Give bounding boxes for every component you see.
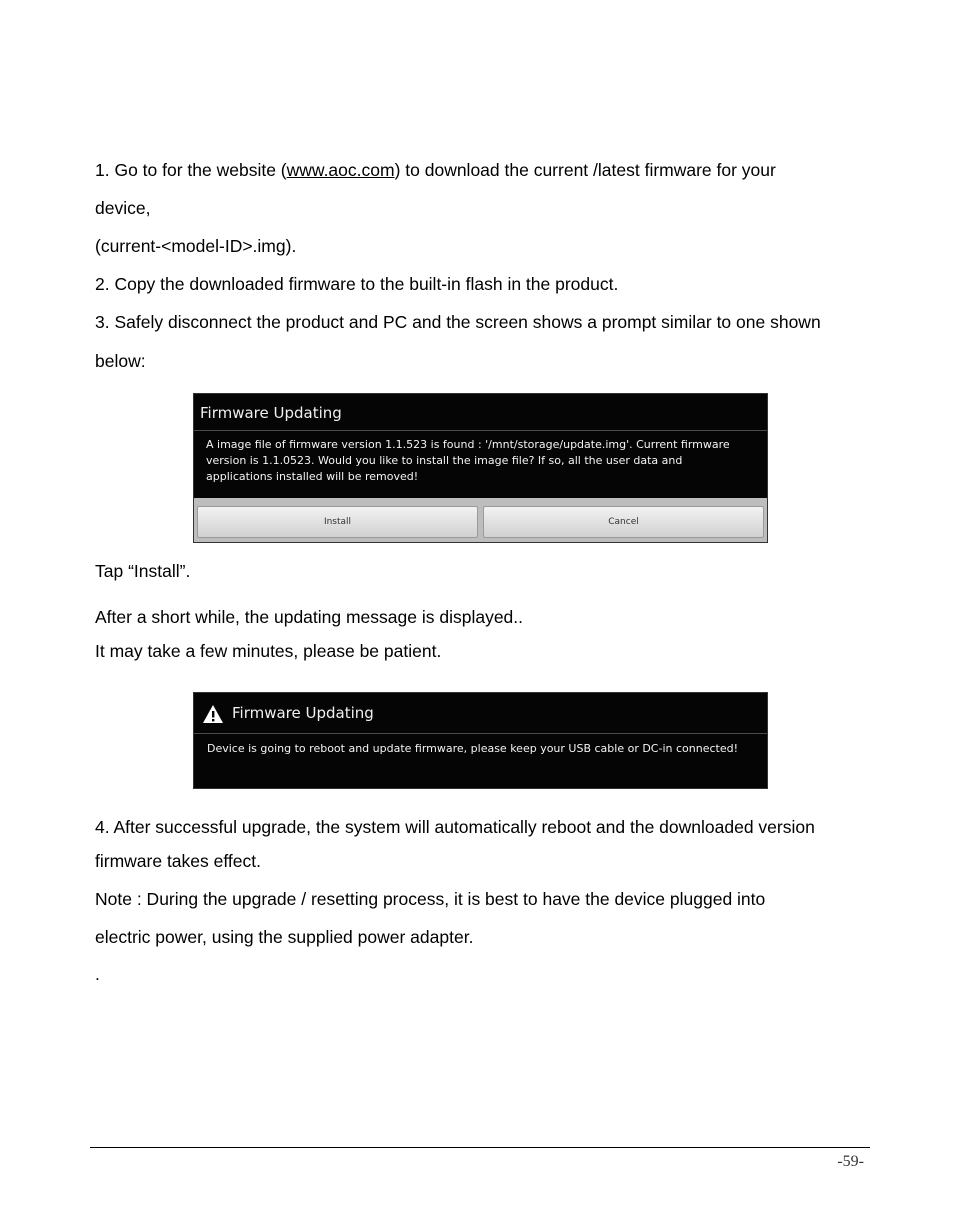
- dialog-message: Device is going to reboot and update firmware, please keep your USB cable or DC-in connected!: [207, 742, 738, 755]
- dialog-button-bar: [194, 498, 767, 542]
- trailing-dot: .: [95, 964, 100, 984]
- install-button[interactable]: Install: [197, 506, 478, 538]
- step1-suffix: ) to download the current /latest firmware for your: [394, 160, 776, 180]
- dialog-message: A image file of firmware version 1.1.523 is found : '/mnt/storage/update.img'. Current firmware version is 1.1.0523. Would you like to install the image file? If so, all the user data and applications installed will be removed!: [206, 438, 730, 483]
- firmware-updating-dialog: [193, 692, 768, 789]
- page-number: -59-: [837, 1153, 864, 1170]
- note-text: Note : During the upgrade / resetting process, it is best to have the device plugged into: [95, 889, 766, 909]
- step3-text: 3. Safely disconnect the product and PC and the screen shows a prompt similar to one shown: [95, 312, 821, 332]
- dialog-title: Firmware Updating: [232, 704, 374, 722]
- step1-prefix: 1. Go to for the website (: [95, 160, 287, 180]
- tap-install-text: Tap “Install”.: [95, 561, 191, 581]
- step2-text: 2. Copy the downloaded firmware to the built-in flash in the product.: [95, 274, 619, 294]
- step1-line: [95, 159, 776, 181]
- dialog-divider: [194, 733, 767, 734]
- firmware-filename: (current-<model-ID>.img).: [95, 236, 297, 256]
- dialog-divider: [194, 430, 767, 431]
- aoc-website-link[interactable]: www.aoc.com: [286, 160, 395, 180]
- step4-text: 4. After successful upgrade, the system will automatically reboot and the downloaded version: [95, 817, 815, 837]
- dialog-title: Firmware Updating: [200, 404, 342, 422]
- cancel-button[interactable]: Cancel: [483, 506, 764, 538]
- patience-text: It may take a few minutes, please be patient.: [95, 641, 442, 661]
- note-continuation: electric power, using the supplied power adapter.: [95, 927, 474, 947]
- warning-icon: [202, 704, 224, 724]
- updating-message-text: After a short while, the updating message is displayed..: [95, 607, 524, 627]
- firmware-install-dialog: [193, 393, 768, 543]
- step4-continuation: firmware takes effect.: [95, 851, 261, 871]
- step3-continuation: below:: [95, 351, 146, 371]
- step1-continuation: device,: [95, 198, 151, 218]
- footer-rule: [90, 1147, 870, 1148]
